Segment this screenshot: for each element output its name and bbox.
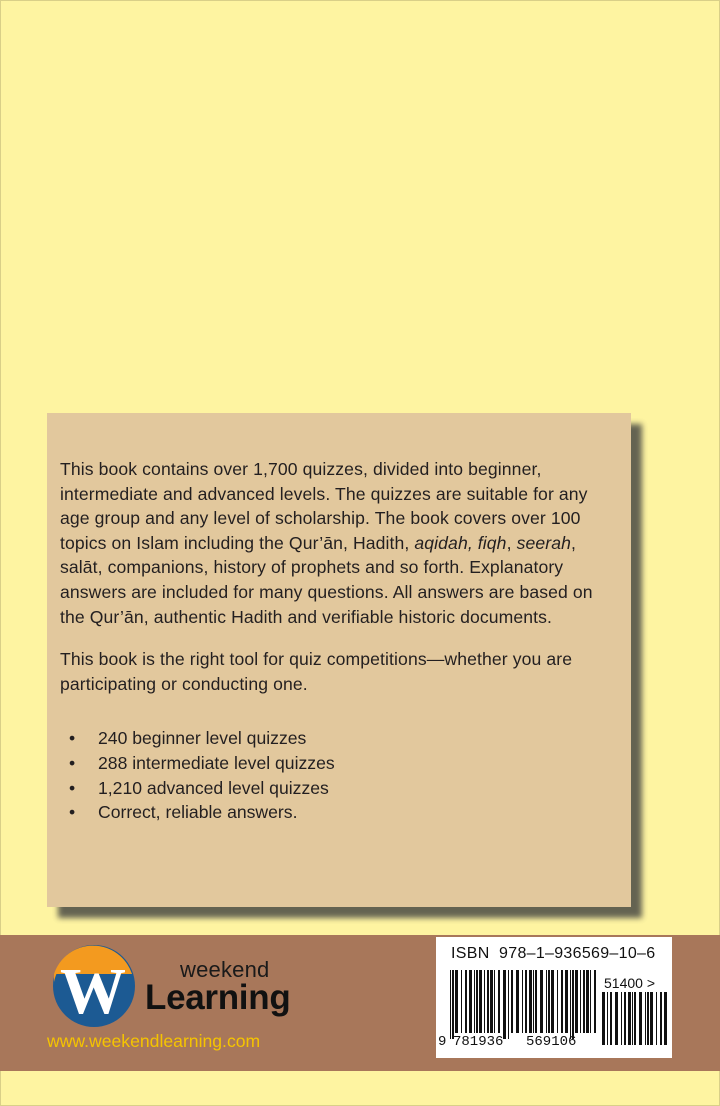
barcode-bar: [624, 992, 626, 1045]
barcode-bar: [632, 992, 633, 1045]
barcode-bar: [570, 970, 571, 1039]
barcode-bar: [522, 970, 523, 1033]
barcode-bar: [572, 970, 574, 1039]
barcode-bar: [479, 970, 482, 1033]
barcode-bar: [476, 970, 478, 1033]
barcode-bar: [490, 970, 493, 1033]
barcode-bar: [583, 970, 585, 1033]
blurb-text-segment: ,: [506, 532, 517, 553]
barcode-bar: [639, 992, 642, 1045]
barcode-bar: [664, 992, 667, 1045]
barcode-bar: [484, 970, 485, 1033]
blurb-text-italic: seerah: [516, 532, 571, 553]
blurb-text-segment: , salāt, companions, history of prophets and so forth. Explanatory answers are included for many questions. All answers are based on the Qur’ān, authentic Hadith and verifiable historic documents.: [60, 532, 593, 627]
bullet-icon: •: [69, 777, 76, 798]
publisher-logo-icon: [52, 944, 136, 1028]
barcode-bar: [615, 992, 618, 1045]
isbn-prefix: ISBN: [451, 945, 490, 962]
barcode-bar: [621, 992, 622, 1045]
barcode-bar: [575, 970, 578, 1033]
barcode-bar: [634, 992, 636, 1045]
barcode-bar: [474, 970, 475, 1033]
barcode-bar: [540, 970, 543, 1033]
feature-list: [60, 726, 621, 824]
blurb-text-italic: aqidah, fiqh: [414, 532, 507, 553]
feature-item: [60, 776, 621, 801]
barcode-digit-first: 9: [438, 1034, 447, 1050]
barcode-bar: [594, 970, 596, 1033]
barcode-bar: [461, 970, 462, 1033]
barcode-bar: [535, 970, 537, 1033]
blurb-paragraph-1: [60, 457, 621, 629]
barcode-bar: [580, 970, 581, 1033]
barcode-bar: [503, 970, 506, 1039]
feature-item-text: Correct, reliable answers.: [98, 802, 298, 823]
barcode-bar: [487, 970, 489, 1033]
barcode-bar: [525, 970, 527, 1033]
bullet-icon: •: [69, 728, 76, 749]
isbn-number: 978–1–936569–10–6: [499, 945, 656, 962]
website-link[interactable]: www.weekendlearning.com: [47, 1031, 261, 1051]
barcode-bar: [508, 970, 509, 1039]
barcode-bar: [511, 970, 513, 1033]
barcode-bar: [551, 970, 554, 1033]
blurb-paragraph-2: This book is the right tool for quiz competitions—whether you are participating or conducting one.: [60, 649, 573, 694]
barcode-bar: [645, 992, 646, 1045]
blurb-text-segment: This book contains over 1,700 quizzes, divided into beginner, intermediate and advanced levels. The quizzes are suitable for any age group and any level of scholarship. The book covers over 100 topics on Islam including the Qur’ān, Hadith,: [60, 459, 588, 553]
barcode-bar: [607, 992, 608, 1045]
bullet-icon: •: [69, 802, 76, 823]
price-marker: >: [646, 975, 656, 991]
barcode-bar: [533, 970, 534, 1033]
barcode-bar: [602, 992, 605, 1045]
barcode-bar: [656, 992, 657, 1045]
barcode-bar: [565, 970, 568, 1033]
barcode-bar: [610, 992, 612, 1045]
barcode-bar: [455, 970, 458, 1033]
barcode-digits-left: 781936: [453, 1034, 504, 1050]
barcode-bar: [628, 992, 631, 1045]
barcode-bar: [450, 970, 451, 1039]
barcode-bar: [557, 970, 558, 1033]
blurb-box: [47, 413, 631, 907]
logo-letter: W: [60, 955, 126, 1028]
barcode-bar: [660, 992, 662, 1045]
barcode-digits-right: 569106: [526, 1034, 577, 1050]
barcode-bar: [561, 970, 563, 1033]
barcode-bar: [469, 970, 472, 1033]
barcode-bar: [647, 992, 649, 1045]
barcode-bar: [529, 970, 532, 1033]
brand-learning: Learning: [145, 978, 291, 1017]
barcode-bar: [452, 970, 454, 1039]
barcode-bar: [586, 970, 589, 1033]
feature-item: [60, 751, 621, 776]
price-code-value: 51400: [604, 975, 643, 991]
feature-item: [60, 726, 621, 751]
feature-item-text: 288 intermediate level quizzes: [98, 752, 335, 773]
feature-item: [60, 800, 621, 825]
feature-item-text: 240 beginner level quizzes: [98, 728, 307, 749]
barcode-bar: [494, 970, 495, 1033]
barcode-bar: [546, 970, 547, 1033]
barcode-box: [436, 937, 672, 1058]
feature-item-text: 1,210 advanced level quizzes: [98, 777, 329, 798]
barcode-bar: [548, 970, 550, 1033]
barcode-bar: [590, 970, 591, 1033]
barcode-bar: [465, 970, 467, 1033]
barcode-bar: [650, 992, 653, 1045]
bullet-icon: •: [69, 752, 76, 773]
brand-weekend: weekend: [180, 957, 270, 982]
barcode-bar: [516, 970, 519, 1033]
barcode-bar: [498, 970, 500, 1033]
